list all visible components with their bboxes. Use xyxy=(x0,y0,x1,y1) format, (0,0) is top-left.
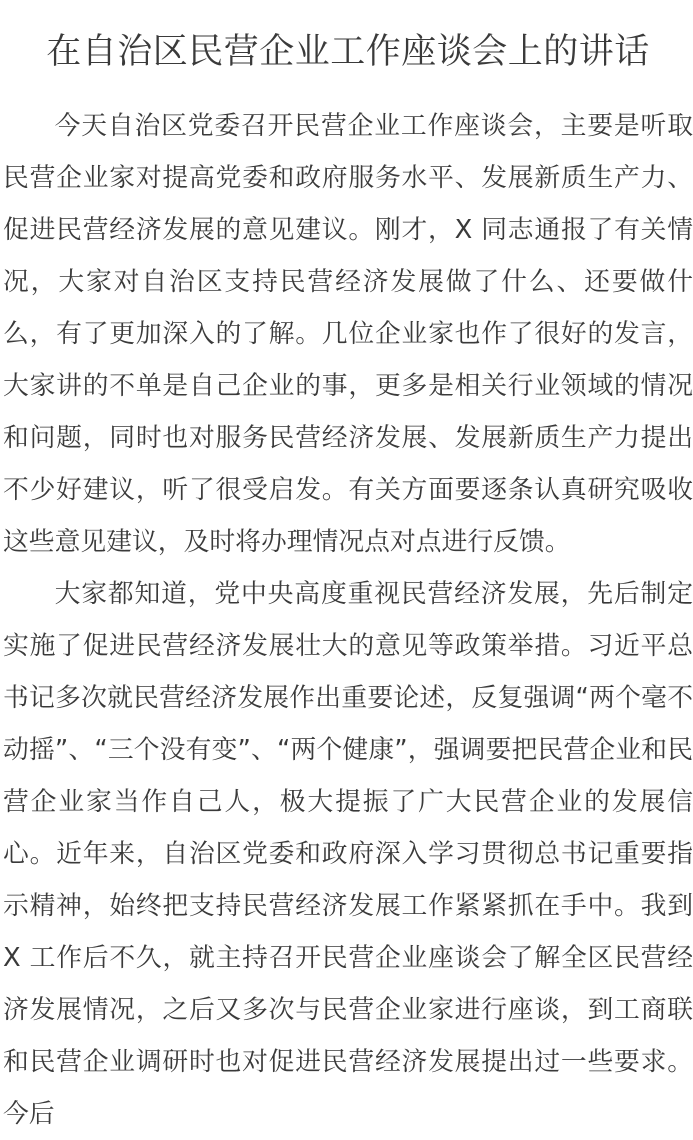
article-body xyxy=(3,100,693,1140)
document-title: 在自治区民营企业工作座谈会上的讲话 xyxy=(46,32,650,72)
paragraph-2: 大家都知道，党中央高度重视民营经济发展，先后制定实施了促进民营经济发展壮大的意见等政策举措。习近平总书记多次就民营经济发展作出重要论述，反复强调“两个毫不动摇”、“三个没有变”、“两个健康”，强调要把民营企业和民营企业家当作自己人，极大提振了广大民营企业的发展信心。近年来，自治区党委和政府深入学习贯彻总书记重要指示精神，始终把支持民营经济发展工作紧紧抓在手中。我到 X 工作后不久，就主持召开民营企业座谈会了解全区民营经济发展情况，之后又多次与民营企业家进行座谈，到工商联和民营企业调研时也对促进民营经济发展提出过一些要求。今后 xyxy=(3,579,693,1129)
paragraph-1: 今天自治区党委召开民营企业工作座谈会，主要是听取民营企业家对提高党委和政府服务水平、发展新质生产力、促进民营经济发展的意见建议。刚才，X 同志通报了有关情况，大家对自治区支持民营经济发展做了什么、还要做什么，有了更加深入的了解。几位企业家也作了很好的发言，大家讲的不单是自己企业的事，更多是相关行业领域的情况和问题，同时也对服务民营经济发展、发展新质生产力提出不少好建议，听了很受启发。有关方面要逐条认真研究吸收这些意见建议，及时将办理情况点对点进行反馈。 xyxy=(3,111,693,557)
